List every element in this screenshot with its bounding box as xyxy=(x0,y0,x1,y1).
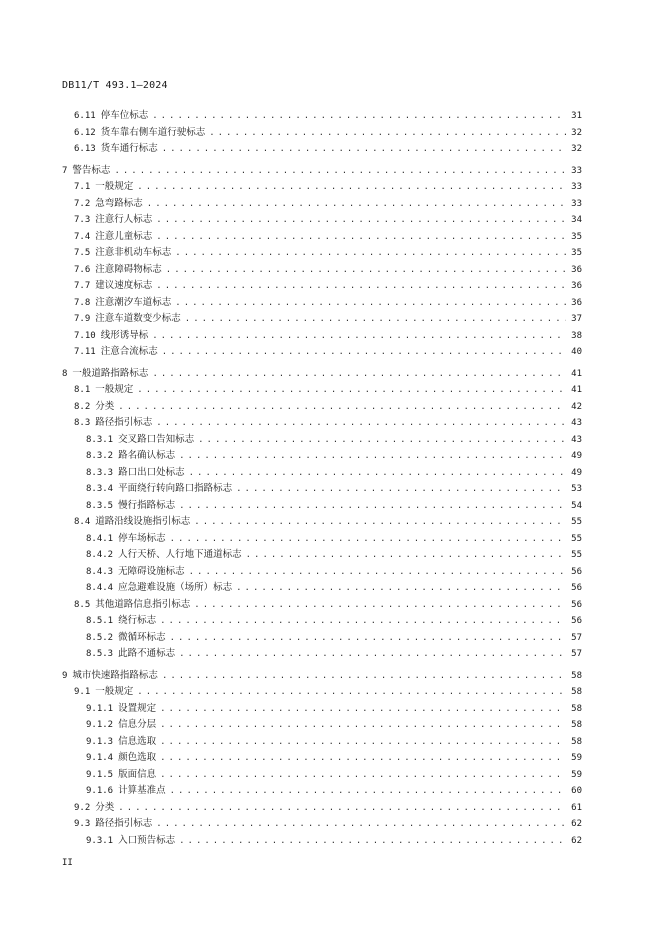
toc-entry-title: 其他道路信息指引标志 xyxy=(95,598,191,610)
toc-entry-page: 40 xyxy=(571,347,582,357)
toc-entry-title: 设置规定 xyxy=(118,702,157,714)
toc-entry-number: 9.1.2 xyxy=(86,720,114,730)
toc-entry-number: 7.6 xyxy=(74,264,91,275)
toc-entry-page: 42 xyxy=(571,401,582,412)
toc-entry[interactable] xyxy=(62,125,582,142)
toc-entry-number: 7.2 xyxy=(74,198,91,209)
toc-leader-dots xyxy=(175,295,566,312)
toc-entry-title: 此路不通标志 xyxy=(118,648,176,659)
toc-entry-title: 建议速度标志 xyxy=(95,280,153,291)
toc-entry[interactable] xyxy=(62,734,582,751)
toc-entry-title: 路口出口处标志 xyxy=(118,466,185,478)
toc-entry-title: 微循环标志 xyxy=(118,631,166,643)
toc-entry-number: 7.10 xyxy=(74,330,96,341)
toc-entry-page: 55 xyxy=(571,550,582,560)
toc-entry-title: 慢行指路标志 xyxy=(118,499,176,511)
toc-entry[interactable] xyxy=(62,432,582,449)
toc-entry[interactable] xyxy=(62,465,582,482)
toc-leader-dots xyxy=(156,229,566,246)
toc-leader-dots xyxy=(118,399,566,416)
toc-entry-number: 9.1.1 xyxy=(86,703,114,714)
toc-entry-title: 信息选取 xyxy=(118,735,157,747)
toc-entry[interactable] xyxy=(62,646,582,663)
toc-entry[interactable] xyxy=(62,783,582,800)
toc-entry-page: 32 xyxy=(571,144,582,154)
toc-entry[interactable] xyxy=(62,415,582,432)
toc-leader-dots xyxy=(152,108,566,125)
toc-leader-dots xyxy=(170,630,566,647)
toc-entry[interactable] xyxy=(62,531,582,548)
toc-entry[interactable] xyxy=(62,547,582,564)
toc-entry-page: 41 xyxy=(571,368,582,379)
toc-entry[interactable] xyxy=(62,613,582,630)
toc-entry-page: 49 xyxy=(571,451,582,461)
toc-entry-title: 一般规定 xyxy=(95,181,134,192)
toc-entry[interactable] xyxy=(62,382,582,399)
toc-entry[interactable] xyxy=(62,684,582,701)
toc-entry-title: 注意非机动车标志 xyxy=(95,247,172,258)
toc-entry-number: 7.3 xyxy=(74,215,91,225)
toc-leader-dots xyxy=(152,366,566,383)
toc-entry-page: 57 xyxy=(571,632,582,643)
toc-entry[interactable] xyxy=(62,245,582,262)
toc-entry[interactable] xyxy=(62,630,582,647)
toc-leader-dots xyxy=(179,448,566,465)
toc-entry-number: 7.4 xyxy=(74,231,91,242)
toc-entry[interactable] xyxy=(62,262,582,279)
toc-entry-page: 31 xyxy=(571,111,582,121)
toc-entry-page: 59 xyxy=(571,753,582,763)
toc-entry[interactable] xyxy=(62,163,582,180)
toc-entry[interactable] xyxy=(62,816,582,833)
toc-entry-number: 8.3.2 xyxy=(86,451,114,461)
toc-leader-dots xyxy=(209,125,566,142)
toc-entry[interactable] xyxy=(62,597,582,614)
toc-entry-number: 8.2 xyxy=(74,401,91,412)
toc-entry[interactable] xyxy=(62,229,582,246)
toc-entry-page: 59 xyxy=(571,769,582,780)
toc-leader-dots xyxy=(166,262,566,279)
toc-entry[interactable] xyxy=(62,196,582,213)
toc-entry-title: 信息分层 xyxy=(118,719,157,730)
toc-entry-title: 平面绕行转向路口指路标志 xyxy=(118,483,233,494)
toc-entry[interactable] xyxy=(62,833,582,850)
toc-leader-dots xyxy=(198,432,566,449)
toc-leader-dots xyxy=(137,382,566,399)
toc-entry[interactable] xyxy=(62,399,582,416)
toc-entry[interactable] xyxy=(62,311,582,328)
document-code: DB11/T 493.1—2024 xyxy=(62,80,168,91)
toc-leader-dots xyxy=(185,311,566,328)
toc-leader-dots xyxy=(137,179,566,196)
toc-entry[interactable] xyxy=(62,668,582,685)
toc-entry-page: 34 xyxy=(571,215,582,225)
toc-leader-dots xyxy=(156,212,566,229)
toc-entry[interactable] xyxy=(62,295,582,312)
toc-entry-title: 颜色选取 xyxy=(118,752,157,763)
toc-leader-dots xyxy=(156,278,566,295)
toc-entry-number: 7 xyxy=(62,165,68,176)
toc-entry-title: 货车通行标志 xyxy=(100,143,158,154)
toc-entry-page: 43 xyxy=(571,418,582,428)
toc-entry-number: 7.11 xyxy=(74,347,96,357)
toc-entry-page: 60 xyxy=(571,786,582,796)
toc-entry-number: 6.13 xyxy=(74,144,96,154)
table-of-contents xyxy=(62,108,582,849)
toc-entry-number: 7.5 xyxy=(74,248,91,258)
toc-entry-page: 36 xyxy=(571,264,582,275)
toc-entry-number: 7.7 xyxy=(74,281,91,291)
toc-entry-page: 49 xyxy=(571,467,582,478)
toc-entry-page: 38 xyxy=(571,330,582,341)
toc-entry-title: 交叉路口告知标志 xyxy=(118,433,195,445)
toc-entry-page: 35 xyxy=(571,231,582,242)
toc-entry-number: 9.2 xyxy=(74,802,91,813)
toc-entry-page: 32 xyxy=(571,127,582,138)
toc-entry-number: 8.5 xyxy=(74,599,91,610)
toc-entry-title: 路径指引标志 xyxy=(95,818,153,829)
toc-entry-page: 62 xyxy=(571,819,582,829)
toc-leader-dots xyxy=(179,833,566,850)
toc-entry-number: 8.4.1 xyxy=(86,533,114,544)
toc-entry[interactable] xyxy=(62,448,582,465)
toc-entry-number: 6.12 xyxy=(74,127,96,138)
toc-entry[interactable] xyxy=(62,580,582,597)
toc-entry[interactable] xyxy=(62,179,582,196)
toc-leader-dots xyxy=(160,613,566,630)
toc-entry-title: 停车场标志 xyxy=(118,532,166,544)
toc-leader-dots xyxy=(160,701,566,718)
toc-leader-dots xyxy=(162,141,566,158)
toc-entry[interactable] xyxy=(62,212,582,229)
toc-entry-title: 版面信息 xyxy=(118,768,157,780)
toc-entry-number: 8.5.1 xyxy=(86,616,114,626)
toc-leader-dots xyxy=(189,564,566,581)
toc-leader-dots xyxy=(162,668,566,685)
toc-entry-title: 应急避难设施（场所）标志 xyxy=(118,582,233,593)
toc-entry-title: 注意潮汐车道标志 xyxy=(95,296,172,308)
toc-entry-page: 61 xyxy=(571,802,582,813)
toc-entry-page: 56 xyxy=(571,616,582,626)
toc-entry-number: 7.8 xyxy=(74,297,91,308)
toc-entry[interactable] xyxy=(62,328,582,345)
toc-entry-title: 注意车道数变少标志 xyxy=(95,313,181,324)
toc-leader-dots xyxy=(156,816,566,833)
toc-entry-title: 货车靠右侧车道行驶标志 xyxy=(100,126,206,138)
toc-entry-number: 9.1.5 xyxy=(86,769,114,780)
toc-entry-title: 路名确认标志 xyxy=(118,450,176,461)
toc-entry[interactable] xyxy=(62,108,582,125)
toc-entry[interactable] xyxy=(62,366,582,383)
toc-entry-title: 路径指引标志 xyxy=(95,417,153,428)
toc-entry-title: 分类 xyxy=(95,801,115,813)
toc-entry[interactable] xyxy=(62,800,582,817)
toc-entry-page: 36 xyxy=(571,281,582,291)
toc-leader-dots xyxy=(160,767,566,784)
toc-leader-dots xyxy=(194,597,566,614)
toc-leader-dots xyxy=(118,800,566,817)
toc-entry-number: 9 xyxy=(62,670,68,681)
toc-entry-title: 城市快速路指路标志 xyxy=(72,669,158,681)
toc-entry-page: 55 xyxy=(571,517,582,527)
toc-entry-page: 58 xyxy=(571,720,582,730)
toc-entry-number: 8.3.5 xyxy=(86,500,114,511)
toc-entry-page: 43 xyxy=(571,434,582,445)
toc-leader-dots xyxy=(170,531,566,548)
toc-entry-number: 9.3.1 xyxy=(86,835,114,846)
toc-leader-dots xyxy=(194,514,566,531)
toc-entry-page: 33 xyxy=(571,182,582,192)
toc-entry-page: 33 xyxy=(571,198,582,209)
toc-entry-page: 36 xyxy=(571,297,582,308)
toc-leader-dots xyxy=(236,580,566,597)
toc-entry-number: 9.3 xyxy=(74,819,91,829)
toc-entry-title: 一般规定 xyxy=(95,384,134,395)
toc-entry-page: 33 xyxy=(571,165,582,176)
toc-entry[interactable] xyxy=(62,701,582,718)
toc-leader-dots xyxy=(170,783,566,800)
toc-leader-dots xyxy=(160,750,566,767)
toc-entry-title: 入口预告标志 xyxy=(118,834,176,846)
toc-entry-number: 7.1 xyxy=(74,182,91,192)
toc-entry[interactable] xyxy=(62,767,582,784)
toc-entry[interactable] xyxy=(62,278,582,295)
toc-entry-page: 58 xyxy=(571,736,582,747)
page-number: II xyxy=(62,858,73,868)
toc-entry-number: 6.11 xyxy=(74,111,96,121)
toc-entry-page: 57 xyxy=(571,649,582,659)
toc-entry-title: 停车位标志 xyxy=(100,110,149,121)
toc-leader-dots xyxy=(179,646,566,663)
toc-entry[interactable] xyxy=(62,498,582,515)
toc-leader-dots xyxy=(114,163,566,180)
toc-entry[interactable] xyxy=(62,141,582,158)
toc-entry-page: 54 xyxy=(571,500,582,511)
toc-entry[interactable] xyxy=(62,717,582,734)
toc-leader-dots xyxy=(236,481,566,498)
toc-entry-page: 35 xyxy=(571,248,582,258)
toc-entry-page: 56 xyxy=(571,599,582,610)
toc-leader-dots xyxy=(179,498,566,515)
toc-leader-dots xyxy=(137,684,566,701)
toc-entry-title: 一般规定 xyxy=(95,686,134,697)
toc-leader-dots xyxy=(175,245,566,262)
toc-entry-title: 无障碍设施标志 xyxy=(118,565,185,577)
toc-entry-title: 人行天桥、人行地下通道标志 xyxy=(118,549,242,560)
toc-entry[interactable] xyxy=(62,750,582,767)
toc-leader-dots xyxy=(160,717,566,734)
toc-entry[interactable] xyxy=(62,481,582,498)
toc-entry-number: 7.9 xyxy=(74,314,91,324)
toc-entry-title: 警告标志 xyxy=(72,164,111,176)
toc-leader-dots xyxy=(160,734,566,751)
toc-entry-page: 58 xyxy=(571,670,582,681)
toc-entry-number: 8.5.2 xyxy=(86,632,114,643)
toc-entry-title: 计算基准点 xyxy=(118,785,166,796)
toc-leader-dots xyxy=(152,328,566,345)
toc-entry-number: 8.4.4 xyxy=(86,583,114,593)
toc-entry-title: 注意障碍物标志 xyxy=(95,263,162,275)
toc-entry-page: 62 xyxy=(571,835,582,846)
toc-entry-page: 56 xyxy=(571,583,582,593)
toc-entry-number: 9.1.3 xyxy=(86,736,114,747)
toc-entry-page: 37 xyxy=(571,314,582,324)
toc-entry-title: 线形诱导标 xyxy=(100,329,149,341)
toc-entry-number: 8 xyxy=(62,368,68,379)
toc-leader-dots xyxy=(156,415,566,432)
toc-entry-number: 8.3.4 xyxy=(86,484,114,494)
toc-entry-number: 8.3.1 xyxy=(86,434,114,445)
toc-entry-number: 8.4 xyxy=(74,517,91,527)
toc-leader-dots xyxy=(162,344,566,361)
toc-entry-number: 8.3.3 xyxy=(86,467,114,478)
toc-entry-number: 9.1.6 xyxy=(86,786,114,796)
toc-entry-number: 8.4.3 xyxy=(86,566,114,577)
toc-entry-number: 8.5.3 xyxy=(86,649,114,659)
toc-entry-title: 一般道路指路标志 xyxy=(72,367,149,379)
toc-entry-title: 注意行人标志 xyxy=(95,214,153,225)
toc-entry-page: 56 xyxy=(571,566,582,577)
toc-entry-title: 注意儿童标志 xyxy=(95,230,153,242)
toc-entry-title: 道路沿线设施指引标志 xyxy=(95,516,191,527)
toc-entry-number: 8.4.2 xyxy=(86,550,114,560)
toc-entry-title: 分类 xyxy=(95,400,115,412)
toc-entry-page: 53 xyxy=(571,484,582,494)
toc-leader-dots xyxy=(246,547,566,564)
toc-entry-page: 58 xyxy=(571,687,582,697)
toc-entry-page: 55 xyxy=(571,533,582,544)
toc-entry-number: 9.1.4 xyxy=(86,753,114,763)
toc-entry[interactable] xyxy=(62,514,582,531)
toc-entry-page: 58 xyxy=(571,703,582,714)
toc-entry-title: 注意合流标志 xyxy=(100,346,158,357)
toc-leader-dots xyxy=(147,196,566,213)
toc-leader-dots xyxy=(189,465,566,482)
toc-entry-number: 8.3 xyxy=(74,418,91,428)
toc-entry-page: 41 xyxy=(571,385,582,395)
toc-entry[interactable] xyxy=(62,564,582,581)
toc-entry-number: 9.1 xyxy=(74,687,91,697)
toc-entry-title: 绕行标志 xyxy=(118,615,157,626)
toc-entry[interactable] xyxy=(62,344,582,361)
toc-entry-number: 8.1 xyxy=(74,385,91,395)
toc-entry-title: 急弯路标志 xyxy=(95,197,143,209)
